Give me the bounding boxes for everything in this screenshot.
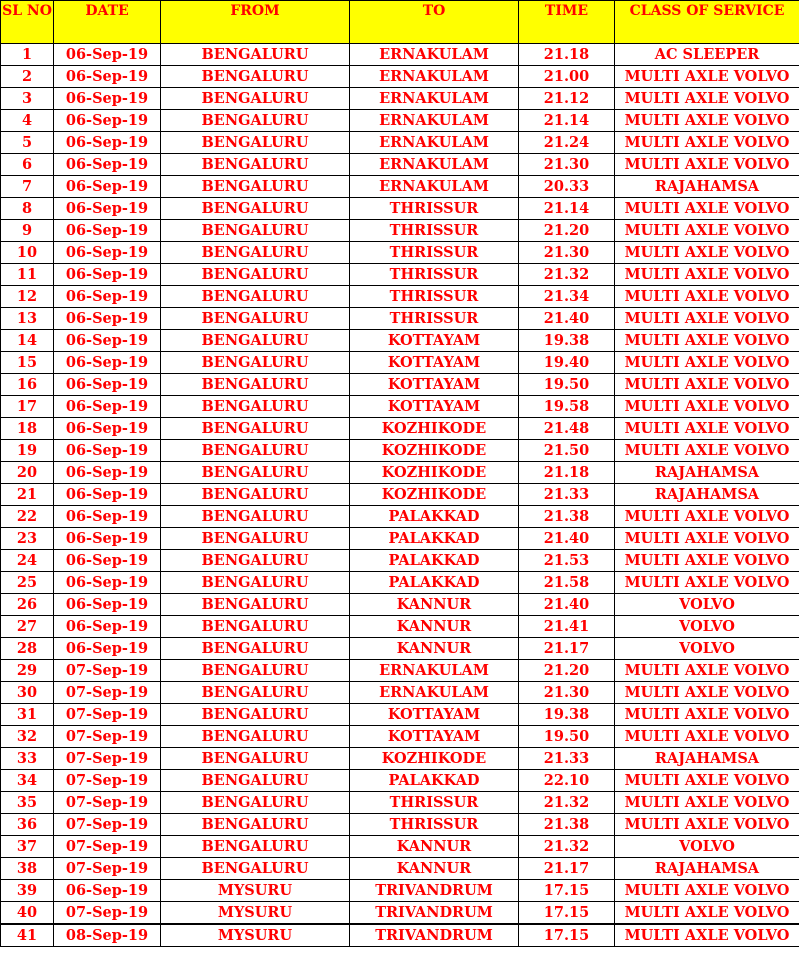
class-of-service-cell: RAJAHAMSA (615, 748, 799, 770)
sl-no-cell: 29 (1, 660, 54, 682)
date-cell: 06-Sep-19 (54, 594, 161, 616)
class-of-service-cell: MULTI AXLE VOLVO (615, 506, 799, 528)
from-cell: BENGALURU (161, 682, 350, 704)
table-row (1, 506, 799, 528)
from-cell: MYSURU (161, 924, 350, 947)
date-cell: 06-Sep-19 (54, 506, 161, 528)
class-of-service-cell: MULTI AXLE VOLVO (615, 154, 799, 176)
table-row (1, 44, 799, 66)
class-of-service-cell: MULTI AXLE VOLVO (615, 132, 799, 154)
class-of-service-cell: MULTI AXLE VOLVO (615, 220, 799, 242)
from-cell: BENGALURU (161, 792, 350, 814)
to-cell: THRISSUR (350, 792, 519, 814)
to-cell: PALAKKAD (350, 770, 519, 792)
to-cell: THRISSUR (350, 220, 519, 242)
to-cell: KOTTAYAM (350, 352, 519, 374)
time-cell: 19.38 (519, 330, 615, 352)
sl-no-cell: 3 (1, 88, 54, 110)
time-cell: 21.32 (519, 836, 615, 858)
sl-no-cell: 15 (1, 352, 54, 374)
sl-no-cell: 40 (1, 902, 54, 925)
sl-no-cell: 17 (1, 396, 54, 418)
table-row (1, 330, 799, 352)
from-cell: BENGALURU (161, 418, 350, 440)
sl-no-cell: 13 (1, 308, 54, 330)
date-cell: 07-Sep-19 (54, 836, 161, 858)
to-cell: KANNUR (350, 594, 519, 616)
to-cell: THRISSUR (350, 198, 519, 220)
to-cell: PALAKKAD (350, 528, 519, 550)
time-cell: 21.14 (519, 110, 615, 132)
date-cell: 06-Sep-19 (54, 44, 161, 66)
date-cell: 06-Sep-19 (54, 638, 161, 660)
date-cell: 07-Sep-19 (54, 814, 161, 836)
table-row (1, 682, 799, 704)
date-cell: 07-Sep-19 (54, 902, 161, 925)
time-cell: 21.18 (519, 462, 615, 484)
from-cell: BENGALURU (161, 110, 350, 132)
table-row (1, 594, 799, 616)
from-cell: BENGALURU (161, 396, 350, 418)
table-row (1, 924, 799, 947)
time-cell: 17.15 (519, 924, 615, 947)
to-cell: KOZHIKODE (350, 484, 519, 506)
from-cell: BENGALURU (161, 440, 350, 462)
date-cell: 06-Sep-19 (54, 154, 161, 176)
sl-no-cell: 34 (1, 770, 54, 792)
table-row (1, 726, 799, 748)
class-of-service-cell: MULTI AXLE VOLVO (615, 242, 799, 264)
header-row (1, 1, 799, 44)
date-cell: 06-Sep-19 (54, 286, 161, 308)
class-of-service-cell: MULTI AXLE VOLVO (615, 440, 799, 462)
table-row (1, 902, 799, 925)
sl-no-cell: 33 (1, 748, 54, 770)
from-cell: BENGALURU (161, 286, 350, 308)
class-of-service-cell: MULTI AXLE VOLVO (615, 792, 799, 814)
class-of-service-cell: MULTI AXLE VOLVO (615, 572, 799, 594)
time-cell: 19.38 (519, 704, 615, 726)
header-date: DATE (54, 1, 161, 44)
table-row (1, 440, 799, 462)
to-cell: PALAKKAD (350, 550, 519, 572)
from-cell: BENGALURU (161, 638, 350, 660)
sl-no-cell: 9 (1, 220, 54, 242)
from-cell: BENGALURU (161, 594, 350, 616)
table-row (1, 132, 799, 154)
to-cell: THRISSUR (350, 308, 519, 330)
header-to: TO (350, 1, 519, 44)
table-row (1, 110, 799, 132)
from-cell: BENGALURU (161, 264, 350, 286)
table-row (1, 814, 799, 836)
class-of-service-cell: MULTI AXLE VOLVO (615, 286, 799, 308)
table-row (1, 616, 799, 638)
class-of-service-cell: MULTI AXLE VOLVO (615, 924, 799, 947)
from-cell: BENGALURU (161, 154, 350, 176)
sl-no-cell: 22 (1, 506, 54, 528)
to-cell: KOTTAYAM (350, 374, 519, 396)
date-cell: 07-Sep-19 (54, 792, 161, 814)
to-cell: PALAKKAD (350, 506, 519, 528)
from-cell: BENGALURU (161, 462, 350, 484)
class-of-service-cell: MULTI AXLE VOLVO (615, 330, 799, 352)
date-cell: 07-Sep-19 (54, 660, 161, 682)
to-cell: KOZHIKODE (350, 440, 519, 462)
time-cell: 21.30 (519, 682, 615, 704)
table-row (1, 88, 799, 110)
class-of-service-cell: MULTI AXLE VOLVO (615, 880, 799, 902)
class-of-service-cell: VOLVO (615, 616, 799, 638)
to-cell: PALAKKAD (350, 572, 519, 594)
to-cell: KANNUR (350, 836, 519, 858)
date-cell: 07-Sep-19 (54, 770, 161, 792)
table-row (1, 286, 799, 308)
from-cell: BENGALURU (161, 220, 350, 242)
class-of-service-cell: MULTI AXLE VOLVO (615, 902, 799, 925)
table-row (1, 660, 799, 682)
date-cell: 07-Sep-19 (54, 704, 161, 726)
time-cell: 19.50 (519, 726, 615, 748)
date-cell: 06-Sep-19 (54, 264, 161, 286)
sl-no-cell: 1 (1, 44, 54, 66)
time-cell: 21.40 (519, 594, 615, 616)
table-row (1, 858, 799, 880)
date-cell: 06-Sep-19 (54, 572, 161, 594)
time-cell: 20.33 (519, 176, 615, 198)
time-cell: 21.00 (519, 66, 615, 88)
time-cell: 21.17 (519, 638, 615, 660)
class-of-service-cell: VOLVO (615, 638, 799, 660)
from-cell: BENGALURU (161, 748, 350, 770)
sl-no-cell: 35 (1, 792, 54, 814)
sl-no-cell: 4 (1, 110, 54, 132)
sl-no-cell: 37 (1, 836, 54, 858)
sl-no-cell: 12 (1, 286, 54, 308)
to-cell: KANNUR (350, 616, 519, 638)
time-cell: 19.40 (519, 352, 615, 374)
class-of-service-cell: MULTI AXLE VOLVO (615, 682, 799, 704)
time-cell: 21.32 (519, 264, 615, 286)
time-cell: 21.33 (519, 748, 615, 770)
from-cell: BENGALURU (161, 506, 350, 528)
from-cell: BENGALURU (161, 528, 350, 550)
time-cell: 21.40 (519, 308, 615, 330)
date-cell: 07-Sep-19 (54, 858, 161, 880)
class-of-service-cell: MULTI AXLE VOLVO (615, 110, 799, 132)
to-cell: ERNAKULAM (350, 176, 519, 198)
from-cell: BENGALURU (161, 814, 350, 836)
table-row (1, 66, 799, 88)
class-of-service-cell: MULTI AXLE VOLVO (615, 374, 799, 396)
sl-no-cell: 14 (1, 330, 54, 352)
table-row (1, 638, 799, 660)
sl-no-cell: 21 (1, 484, 54, 506)
class-of-service-cell: MULTI AXLE VOLVO (615, 264, 799, 286)
to-cell: ERNAKULAM (350, 110, 519, 132)
date-cell: 06-Sep-19 (54, 440, 161, 462)
to-cell: ERNAKULAM (350, 154, 519, 176)
table-body (1, 44, 799, 947)
to-cell: ERNAKULAM (350, 660, 519, 682)
sl-no-cell: 5 (1, 132, 54, 154)
time-cell: 21.40 (519, 528, 615, 550)
from-cell: BENGALURU (161, 176, 350, 198)
date-cell: 06-Sep-19 (54, 396, 161, 418)
to-cell: KANNUR (350, 858, 519, 880)
time-cell: 21.12 (519, 88, 615, 110)
date-cell: 06-Sep-19 (54, 88, 161, 110)
sl-no-cell: 28 (1, 638, 54, 660)
time-cell: 17.15 (519, 880, 615, 902)
table-row (1, 308, 799, 330)
from-cell: BENGALURU (161, 660, 350, 682)
to-cell: THRISSUR (350, 814, 519, 836)
to-cell: KOZHIKODE (350, 418, 519, 440)
table-row (1, 418, 799, 440)
sl-no-cell: 23 (1, 528, 54, 550)
date-cell: 06-Sep-19 (54, 484, 161, 506)
class-of-service-cell: MULTI AXLE VOLVO (615, 418, 799, 440)
from-cell: BENGALURU (161, 330, 350, 352)
date-cell: 06-Sep-19 (54, 242, 161, 264)
class-of-service-cell: MULTI AXLE VOLVO (615, 704, 799, 726)
sl-no-cell: 31 (1, 704, 54, 726)
table-row (1, 550, 799, 572)
table-row (1, 880, 799, 902)
date-cell: 06-Sep-19 (54, 528, 161, 550)
header-class-of-service: CLASS OF SERVICE (615, 1, 799, 44)
from-cell: BENGALURU (161, 858, 350, 880)
sl-no-cell: 38 (1, 858, 54, 880)
table-row (1, 770, 799, 792)
table-row (1, 220, 799, 242)
from-cell: BENGALURU (161, 836, 350, 858)
sl-no-cell: 39 (1, 880, 54, 902)
to-cell: ERNAKULAM (350, 66, 519, 88)
class-of-service-cell: RAJAHAMSA (615, 176, 799, 198)
class-of-service-cell: MULTI AXLE VOLVO (615, 528, 799, 550)
to-cell: TRIVANDRUM (350, 880, 519, 902)
time-cell: 21.50 (519, 440, 615, 462)
table-row (1, 462, 799, 484)
header-from: FROM (161, 1, 350, 44)
table-row (1, 198, 799, 220)
table-row (1, 396, 799, 418)
time-cell: 21.30 (519, 154, 615, 176)
to-cell: KOTTAYAM (350, 704, 519, 726)
sl-no-cell: 25 (1, 572, 54, 594)
date-cell: 06-Sep-19 (54, 616, 161, 638)
table-row (1, 154, 799, 176)
to-cell: THRISSUR (350, 264, 519, 286)
from-cell: BENGALURU (161, 88, 350, 110)
time-cell: 21.41 (519, 616, 615, 638)
date-cell: 06-Sep-19 (54, 66, 161, 88)
time-cell: 21.48 (519, 418, 615, 440)
time-cell: 21.14 (519, 198, 615, 220)
from-cell: BENGALURU (161, 572, 350, 594)
table-row (1, 792, 799, 814)
time-cell: 21.38 (519, 506, 615, 528)
time-cell: 21.18 (519, 44, 615, 66)
from-cell: MYSURU (161, 880, 350, 902)
to-cell: KANNUR (350, 638, 519, 660)
date-cell: 06-Sep-19 (54, 308, 161, 330)
time-cell: 21.38 (519, 814, 615, 836)
time-cell: 17.15 (519, 902, 615, 925)
from-cell: BENGALURU (161, 616, 350, 638)
to-cell: KOZHIKODE (350, 748, 519, 770)
to-cell: THRISSUR (350, 286, 519, 308)
header-sl-no: SL NO (1, 1, 54, 44)
date-cell: 07-Sep-19 (54, 726, 161, 748)
class-of-service-cell: RAJAHAMSA (615, 484, 799, 506)
to-cell: KOTTAYAM (350, 396, 519, 418)
from-cell: BENGALURU (161, 66, 350, 88)
from-cell: BENGALURU (161, 726, 350, 748)
date-cell: 08-Sep-19 (54, 924, 161, 947)
table-row (1, 176, 799, 198)
sl-no-cell: 10 (1, 242, 54, 264)
from-cell: BENGALURU (161, 770, 350, 792)
time-cell: 22.10 (519, 770, 615, 792)
from-cell: BENGALURU (161, 308, 350, 330)
to-cell: KOTTAYAM (350, 330, 519, 352)
date-cell: 06-Sep-19 (54, 110, 161, 132)
date-cell: 07-Sep-19 (54, 748, 161, 770)
from-cell: MYSURU (161, 902, 350, 925)
to-cell: ERNAKULAM (350, 682, 519, 704)
from-cell: BENGALURU (161, 550, 350, 572)
class-of-service-cell: MULTI AXLE VOLVO (615, 66, 799, 88)
table-row (1, 572, 799, 594)
table-row (1, 374, 799, 396)
date-cell: 06-Sep-19 (54, 374, 161, 396)
date-cell: 06-Sep-19 (54, 330, 161, 352)
to-cell: TRIVANDRUM (350, 924, 519, 947)
sl-no-cell: 8 (1, 198, 54, 220)
class-of-service-cell: MULTI AXLE VOLVO (615, 660, 799, 682)
date-cell: 07-Sep-19 (54, 682, 161, 704)
time-cell: 21.33 (519, 484, 615, 506)
sl-no-cell: 20 (1, 462, 54, 484)
sl-no-cell: 36 (1, 814, 54, 836)
time-cell: 19.58 (519, 396, 615, 418)
date-cell: 06-Sep-19 (54, 352, 161, 374)
time-cell: 21.17 (519, 858, 615, 880)
sl-no-cell: 6 (1, 154, 54, 176)
time-cell: 21.24 (519, 132, 615, 154)
table-row (1, 528, 799, 550)
table-row (1, 704, 799, 726)
date-cell: 06-Sep-19 (54, 880, 161, 902)
to-cell: ERNAKULAM (350, 132, 519, 154)
sl-no-cell: 41 (1, 924, 54, 947)
from-cell: BENGALURU (161, 352, 350, 374)
sl-no-cell: 19 (1, 440, 54, 462)
sl-no-cell: 18 (1, 418, 54, 440)
class-of-service-cell: MULTI AXLE VOLVO (615, 308, 799, 330)
from-cell: BENGALURU (161, 44, 350, 66)
header-time: TIME (519, 1, 615, 44)
date-cell: 06-Sep-19 (54, 132, 161, 154)
table-row (1, 484, 799, 506)
class-of-service-cell: MULTI AXLE VOLVO (615, 814, 799, 836)
time-cell: 21.34 (519, 286, 615, 308)
sl-no-cell: 11 (1, 264, 54, 286)
time-cell: 21.58 (519, 572, 615, 594)
from-cell: BENGALURU (161, 132, 350, 154)
class-of-service-cell: VOLVO (615, 836, 799, 858)
date-cell: 06-Sep-19 (54, 462, 161, 484)
table-row (1, 748, 799, 770)
table-row (1, 836, 799, 858)
time-cell: 21.20 (519, 220, 615, 242)
date-cell: 06-Sep-19 (54, 198, 161, 220)
to-cell: KOZHIKODE (350, 462, 519, 484)
date-cell: 06-Sep-19 (54, 220, 161, 242)
class-of-service-cell: VOLVO (615, 594, 799, 616)
class-of-service-cell: MULTI AXLE VOLVO (615, 198, 799, 220)
table-row (1, 242, 799, 264)
sl-no-cell: 24 (1, 550, 54, 572)
sl-no-cell: 27 (1, 616, 54, 638)
from-cell: BENGALURU (161, 484, 350, 506)
class-of-service-cell: MULTI AXLE VOLVO (615, 352, 799, 374)
sl-no-cell: 2 (1, 66, 54, 88)
sl-no-cell: 16 (1, 374, 54, 396)
to-cell: ERNAKULAM (350, 88, 519, 110)
from-cell: BENGALURU (161, 704, 350, 726)
class-of-service-cell: RAJAHAMSA (615, 462, 799, 484)
sl-no-cell: 26 (1, 594, 54, 616)
date-cell: 06-Sep-19 (54, 176, 161, 198)
table-row (1, 264, 799, 286)
class-of-service-cell: MULTI AXLE VOLVO (615, 726, 799, 748)
from-cell: BENGALURU (161, 198, 350, 220)
to-cell: TRIVANDRUM (350, 902, 519, 925)
to-cell: THRISSUR (350, 242, 519, 264)
to-cell: ERNAKULAM (350, 44, 519, 66)
class-of-service-cell: AC SLEEPER (615, 44, 799, 66)
time-cell: 21.30 (519, 242, 615, 264)
class-of-service-cell: RAJAHAMSA (615, 858, 799, 880)
class-of-service-cell: MULTI AXLE VOLVO (615, 770, 799, 792)
time-cell: 21.32 (519, 792, 615, 814)
date-cell: 06-Sep-19 (54, 418, 161, 440)
class-of-service-cell: MULTI AXLE VOLVO (615, 550, 799, 572)
sl-no-cell: 7 (1, 176, 54, 198)
class-of-service-cell: MULTI AXLE VOLVO (615, 88, 799, 110)
class-of-service-cell: MULTI AXLE VOLVO (615, 396, 799, 418)
time-cell: 19.50 (519, 374, 615, 396)
table-row (1, 352, 799, 374)
from-cell: BENGALURU (161, 374, 350, 396)
sl-no-cell: 30 (1, 682, 54, 704)
sl-no-cell: 32 (1, 726, 54, 748)
time-cell: 21.20 (519, 660, 615, 682)
time-cell: 21.53 (519, 550, 615, 572)
from-cell: BENGALURU (161, 242, 350, 264)
to-cell: KOTTAYAM (350, 726, 519, 748)
date-cell: 06-Sep-19 (54, 550, 161, 572)
